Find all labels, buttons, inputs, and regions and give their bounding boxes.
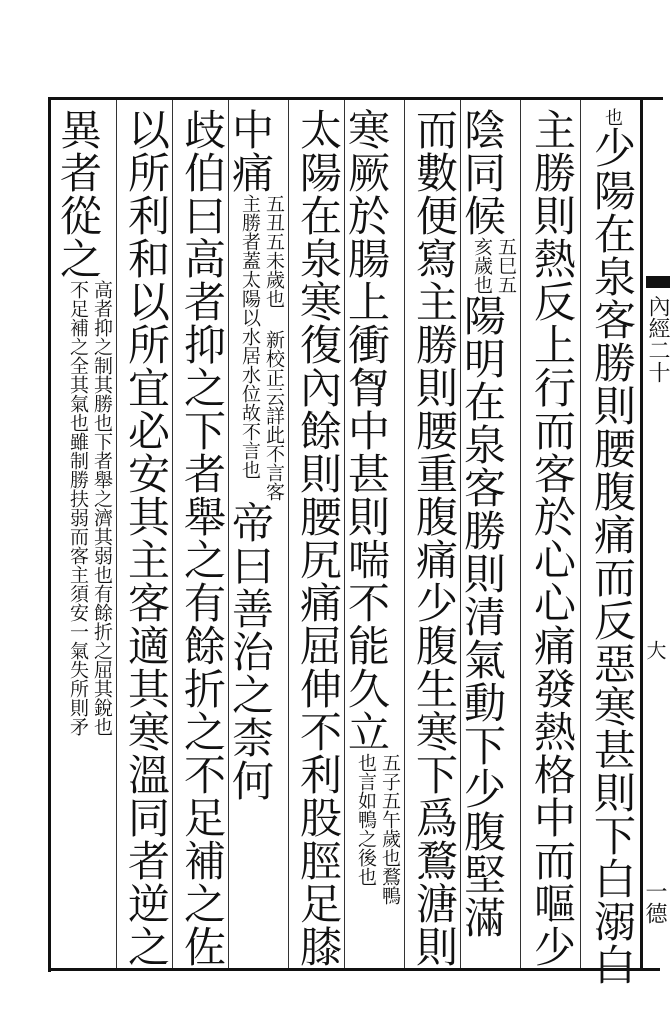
main-text: 太陽在泉寒復內餘則腰尻痛屈伸不利股脛足膝 xyxy=(294,108,343,968)
main-text: 帝曰善治之柰何 xyxy=(226,501,275,802)
main-text: 異者從之 xyxy=(54,108,103,280)
text-column-2 xyxy=(526,108,578,968)
note-line: 五巳五 xyxy=(495,237,517,294)
text-column-9 xyxy=(120,108,172,968)
main-text: 中痛 xyxy=(226,108,275,194)
frame-bottom-rule xyxy=(48,968,660,971)
text-column-5 xyxy=(342,108,402,964)
fold-title: 內經二十 xyxy=(645,295,670,383)
main-text: 歧伯曰高者抑之下者舉之有餘折之不足補之佐 xyxy=(178,108,227,968)
main-text: 以所利和以所宜必安其主客適其寒溫同者逆之 xyxy=(122,108,171,968)
commentary-note xyxy=(238,194,286,501)
commentary-note xyxy=(470,237,518,294)
text-column-8 xyxy=(176,108,228,968)
main-text: 寒厥於腸上衝胷中甚則喘不能久立 xyxy=(342,108,391,753)
column-rule xyxy=(172,100,173,968)
note-line: 也言如鴨之後也 xyxy=(355,753,377,886)
note-line: 不足補之全其氣也雖制勝扶弱而客主須安一氣失所則矛 xyxy=(67,280,89,736)
column-rule xyxy=(288,100,289,968)
main-text: 陽明在泉客勝則清氣動下少腹堅滿 xyxy=(458,294,507,939)
column-top-note: 也 xyxy=(602,108,623,126)
column-rule xyxy=(116,100,117,968)
fold-edge-rule xyxy=(640,100,643,968)
column-rule xyxy=(520,100,521,968)
note-line: 五丑五未歲也 新校正云詳此不言客 xyxy=(263,194,285,501)
note-line: 主勝者蓋太陽以水居水位故不言也 xyxy=(239,194,261,479)
fold-black-mark xyxy=(646,276,670,288)
note-line: 高者抑之制其勝也下者舉之濟其弱也有餘折之屈其銳也 xyxy=(91,280,113,736)
column-rule xyxy=(404,100,405,968)
text-column-3 xyxy=(458,108,518,964)
text-column-10 xyxy=(54,108,114,964)
main-text: 主勝則熱反上行而客於心心痛發熱格中而嘔少 xyxy=(528,108,577,968)
column-rule xyxy=(580,100,581,968)
text-column-6 xyxy=(292,108,344,968)
main-text: 少陽在泉客勝則腰腹痛而反惡寒甚則下白溺白 xyxy=(588,126,637,986)
main-text: 而數便寫主勝則腰重腹痛少腹生寒下爲鶩溏則 xyxy=(410,108,459,968)
commentary-note xyxy=(66,280,114,736)
note-line: 五子五午歲也鶩鴨 xyxy=(379,753,401,905)
fold-page-marker: 大 xyxy=(643,640,667,660)
fold-bottom-marker: 一德 xyxy=(642,880,667,924)
text-column-1 xyxy=(586,108,638,986)
main-text: 陰同候 xyxy=(458,108,507,237)
text-column-4 xyxy=(408,108,460,968)
text-column-7 xyxy=(226,108,286,964)
commentary-note xyxy=(354,753,402,905)
note-line: 亥歲也 xyxy=(471,237,493,294)
